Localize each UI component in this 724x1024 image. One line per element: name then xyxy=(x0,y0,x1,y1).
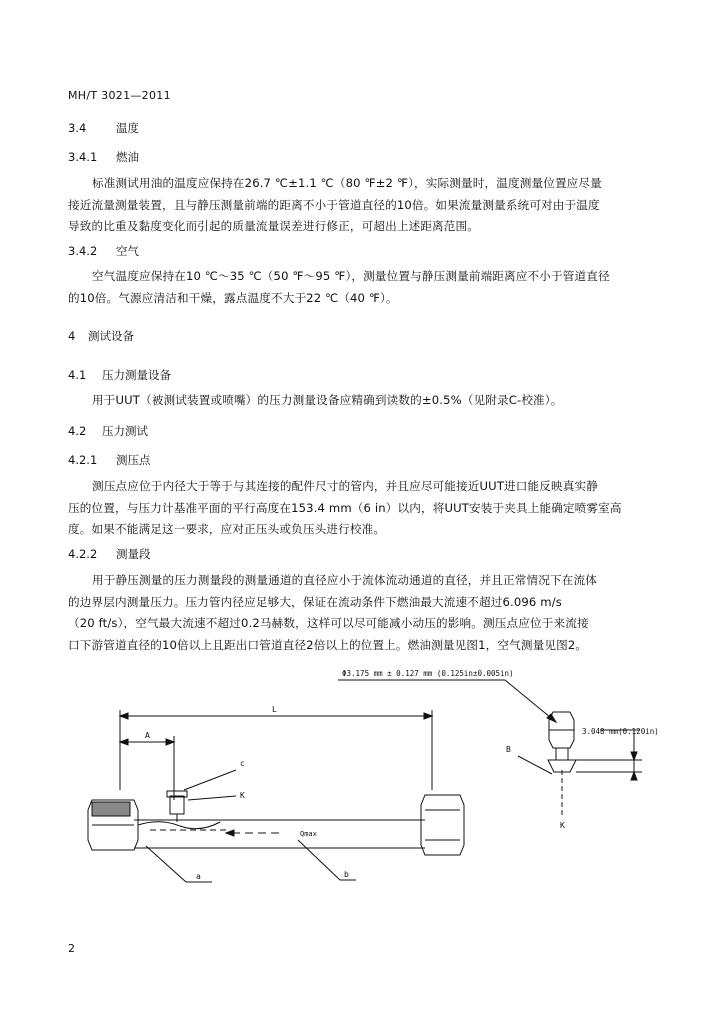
right-fitting-nut xyxy=(421,795,464,855)
label-A: A xyxy=(145,731,150,740)
heading-number: 4 xyxy=(68,329,76,343)
arrowhead xyxy=(166,739,174,745)
heading-title: 测量段 xyxy=(116,547,151,561)
heading-3-4-1 xyxy=(68,149,139,165)
text-line: 度。如果不能满足这一要求，应对正压头或负压头进行校准。 xyxy=(68,522,386,536)
page-number: 2 xyxy=(68,942,75,955)
text-line: 用于静压测量的压力测量段的测量通道的直径应小于流体流动通道的直径，并且正常情况下在流体 xyxy=(92,573,597,587)
heading-4-2-2 xyxy=(68,546,151,562)
fitting-section-hatch xyxy=(92,802,130,816)
label-a: a xyxy=(196,872,201,881)
label-diameter: Φ3.175 mm ± 0.127 mm (0.125in±0.005in) xyxy=(342,669,514,678)
heading-3-4 xyxy=(68,120,139,136)
leader-B xyxy=(518,756,552,774)
paragraph-pressure-tap xyxy=(68,476,652,541)
text-line: 标准测试用油的温度应保持在26.7 ℃±1.1 ℃（80 ℉±2 ℉），实际测量时，温度测量位置应尽量 xyxy=(92,176,602,190)
heading-4-1 xyxy=(68,367,171,383)
text-line: 的边界层内测量压力。压力管内径应足够大，保证在流动条件下燃油最大流速不超过6.096 m/s xyxy=(68,594,562,609)
text-line: 口下游管道直径的10倍以上且距出口管道直径2倍以上的位置上。燃油测量见图1，空气测量见图2。 xyxy=(68,637,588,652)
arrowhead xyxy=(120,739,128,745)
label-c: c xyxy=(240,759,245,768)
label-qmax: Qmax xyxy=(300,830,317,838)
text-line: 用于UUT（被测试装置或喷嘴）的压力测量设备应精确到读数的±0.5%（见附录C-校准）。 xyxy=(92,393,563,407)
label-height: 3.048 mm(0.120in) xyxy=(582,727,659,736)
text-line: 导致的比重及黏度变化而引起的质量流量误差进行修正，可超出上述距离范围。 xyxy=(68,219,480,233)
heading-title: 测试设备 xyxy=(88,329,134,343)
flow-arrowhead xyxy=(226,830,234,836)
arrowhead xyxy=(424,713,432,719)
paragraph-fuel-temperature xyxy=(68,173,652,238)
heading-number: 3.4 xyxy=(68,121,87,135)
arrowhead xyxy=(120,713,128,719)
label-b: b xyxy=(344,870,349,879)
detail-stem xyxy=(556,748,568,760)
heading-title: 压力测量设备 xyxy=(102,368,171,382)
arrowhead xyxy=(631,772,637,780)
leader-c xyxy=(184,770,236,790)
text-line: （20 ft/s），空气最大流速不超过0.2马赫数，这样可以尽可能减小动压的影响。测压点应位于来流接 xyxy=(68,616,589,630)
heading-title: 空气 xyxy=(116,244,139,258)
heading-4-2 xyxy=(68,423,148,439)
heading-number: 3.4.1 xyxy=(68,150,98,164)
diameter-leader xyxy=(505,680,556,722)
label-K-detail: K xyxy=(560,821,565,830)
heading-title: 燃油 xyxy=(116,150,139,164)
heading-number: 4.2.2 xyxy=(68,547,98,561)
heading-title: 压力测试 xyxy=(102,424,148,438)
heading-4-2-1 xyxy=(68,452,151,468)
text-line: 的10倍。气源应清洁和干燥，露点温度不大于22 ℃（40 ℉）。 xyxy=(68,290,398,305)
fuel-pressure-measurement-figure xyxy=(0,650,724,900)
text-line: 压的位置，与压力计基准平面的平行高度在153.4 mm（6 in）以内，将UUT安装于夹具上能确定喷雾室高 xyxy=(68,500,622,515)
leader-b xyxy=(298,840,340,880)
heading-number: 4.2.1 xyxy=(68,453,98,467)
leader-K xyxy=(188,796,236,800)
heading-number: 3.4.2 xyxy=(68,244,98,258)
text-line: 空气温度应保持在10 ℃～35 ℃（50 ℉～95 ℉），测量位置与静压测量前端距离应不小于管道直径 xyxy=(92,269,610,283)
pressure-tap-fitting xyxy=(170,796,184,814)
label-L: L xyxy=(272,705,277,714)
heading-number: 4.2 xyxy=(68,424,87,438)
heading-4 xyxy=(68,328,134,344)
paragraph-air-temperature xyxy=(68,266,652,309)
leader-a xyxy=(146,846,186,882)
heading-3-4-2 xyxy=(68,243,139,259)
heading-title: 温度 xyxy=(116,121,139,135)
paragraph-measurement-section xyxy=(68,570,652,656)
paragraph-pressure-equipment xyxy=(68,390,652,412)
heading-title: 测压点 xyxy=(116,453,151,467)
arrowhead xyxy=(631,752,637,760)
text-line: 测压点应位于内径大于等于与其连接的配件尺寸的管内，并且应尽可能接近UUT进口能反映真实静 xyxy=(92,479,599,493)
label-B: B xyxy=(506,745,511,754)
label-K: K xyxy=(240,791,245,800)
text-line: 接近流量测量装置，且与静压测量前端的距离不小于管道直径的10倍。如果流量测量系统可对由于温度 xyxy=(68,197,600,212)
document-id: MH/T 3021—2011 xyxy=(68,89,171,102)
tube-inner-contour xyxy=(138,822,220,829)
heading-number: 4.1 xyxy=(68,368,87,382)
